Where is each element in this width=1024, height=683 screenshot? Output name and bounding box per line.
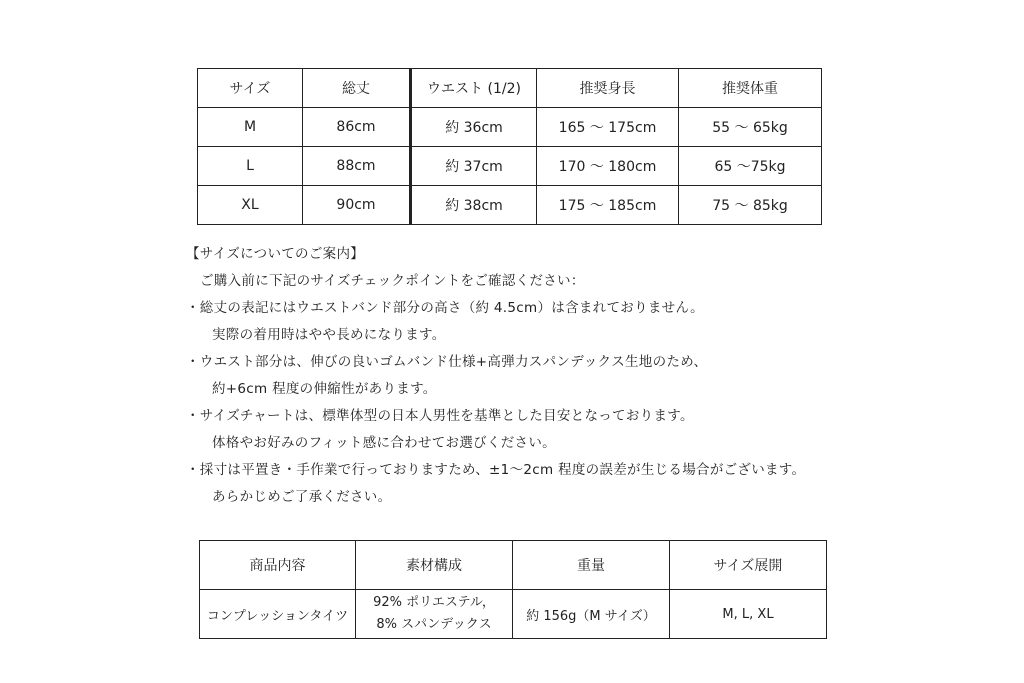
weight-cell: 65 ～75kg	[679, 147, 822, 186]
table-row	[198, 147, 822, 186]
size-range-cell: M, L, XL	[670, 590, 827, 639]
height-cell: 165 ～ 175cm	[537, 108, 679, 147]
material-cell	[356, 590, 513, 639]
header-size-range: サイズ展開	[670, 541, 827, 590]
waist-cell: 約 38cm	[411, 186, 537, 225]
header-size: サイズ	[198, 69, 303, 108]
height-cell: 170 ～ 180cm	[537, 147, 679, 186]
weight-cell: 75 ～ 85kg	[679, 186, 822, 225]
header-material: 素材構成	[356, 541, 513, 590]
notes-title: 【サイズについてのご案内】	[186, 246, 365, 262]
weight-cell: 約 156g（M サイズ）	[513, 590, 670, 639]
note-item-4: ・採寸は平置き・手作業で行っておりますため、±1～2cm 程度の誤差が生じる場合がございます。	[186, 462, 806, 478]
spec-header-row	[200, 541, 827, 590]
header-recommended-height: 推奨身長	[537, 69, 679, 108]
header-weight: 重量	[513, 541, 670, 590]
note-item-1-cont: 実際の着用時はやや長めになります。	[212, 327, 446, 343]
material-line-1: 92% ポリエステル，	[373, 595, 495, 610]
waist-cell: 約 36cm	[411, 108, 537, 147]
weight-cell: 55 ～ 65kg	[679, 108, 822, 147]
header-recommended-weight: 推奨体重	[679, 69, 822, 108]
product-content-cell: コンプレッションタイツ	[200, 590, 356, 639]
size-chart-header-row	[198, 69, 822, 108]
note-item-3-cont: 体格やお好みのフィット感に合わせてお選びください。	[212, 435, 556, 451]
header-waist: ウエスト (1/2)	[411, 69, 537, 108]
height-cell: 175 ～ 185cm	[537, 186, 679, 225]
size-cell: M	[198, 108, 303, 147]
waist-cell: 約 37cm	[411, 147, 537, 186]
table-row	[198, 108, 822, 147]
header-product-content: 商品内容	[200, 541, 356, 590]
spec-row	[200, 590, 827, 639]
notes-intro: ご購入前に下記のサイズチェックポイントをご確認ください：	[200, 273, 585, 289]
note-item-2: ・ウエスト部分は、伸びの良いゴムバンド仕様+高弾力スパンデックス生地のため、	[186, 354, 708, 370]
total-length-cell: 86cm	[303, 108, 411, 147]
note-item-2-cont: 約+6cm 程度の伸縮性があります。	[212, 381, 437, 397]
material-line-2: 8% スパンデックス	[376, 617, 492, 632]
size-cell: XL	[198, 186, 303, 225]
note-item-4-cont: あらかじめご了承ください。	[212, 489, 392, 505]
header-total-length: 総丈	[303, 69, 411, 108]
total-length-cell: 88cm	[303, 147, 411, 186]
size-guide-notes	[186, 241, 805, 511]
size-cell: L	[198, 147, 303, 186]
size-chart-table	[197, 68, 822, 225]
note-item-1: ・総丈の表記にはウエストバンド部分の高さ（約 4.5cm）は含まれておりません。	[186, 300, 704, 316]
product-spec-table	[199, 540, 827, 639]
table-row	[198, 186, 822, 225]
total-length-cell: 90cm	[303, 186, 411, 225]
note-item-3: ・サイズチャートは、標準体型の日本人男性を基準とした目安となっております。	[186, 408, 694, 424]
